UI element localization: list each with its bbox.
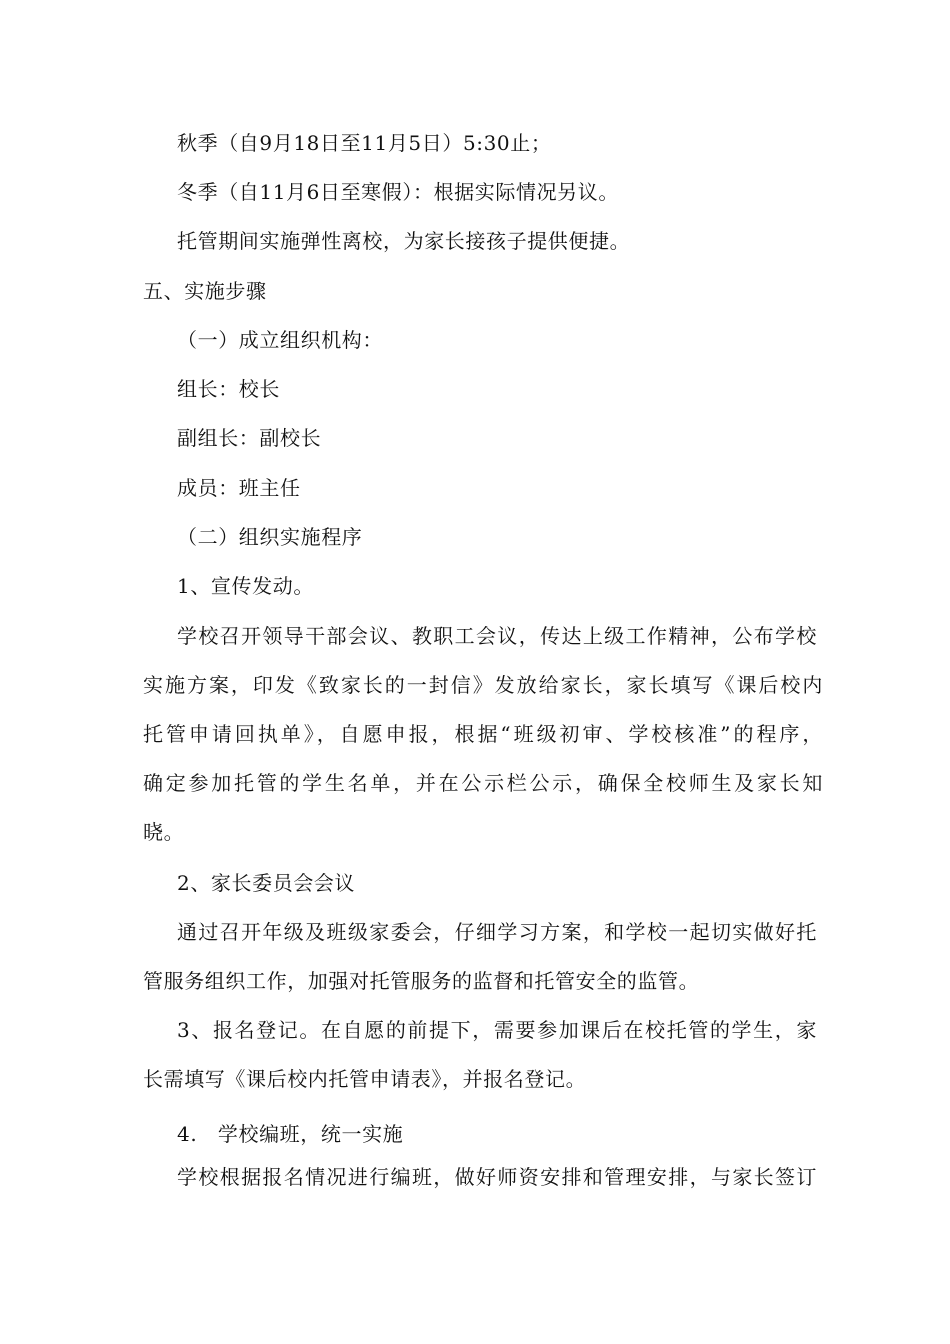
paragraph-publicity-line-5: 晓。 xyxy=(143,820,185,844)
paragraph-group-leader: 组长：校长 xyxy=(177,377,280,401)
paragraph-winter-schedule: 冬季（自11月6日至寒假）：根据实际情况另议。 xyxy=(177,180,619,204)
paragraph-publicity-line-3: 托管申请回执单》，自愿申报，根据“班级初审、学校核准”的程序， xyxy=(143,722,823,746)
paragraph-deputy-leader: 副组长：副校长 xyxy=(177,426,322,450)
item-class-arrangement: 4. 学校编班，统一实施 xyxy=(177,1122,404,1146)
subheading-procedure: （二）组织实施程序 xyxy=(177,525,363,549)
paragraph-publicity-line-1: 学校召开领导干部会议、教职工会议，传达上级工作精神，公布学校 xyxy=(177,624,817,648)
item-publicity: 1、宣传发动。 xyxy=(177,574,314,598)
paragraph-committee-line-2: 管服务组织工作，加强对托管服务的监督和托管安全的监管。 xyxy=(143,969,700,993)
section-heading-implementation-steps: 五、实施步骤 xyxy=(143,279,267,303)
paragraph-flexible-dismissal: 托管期间实施弹性离校，为家长接孩子提供便捷。 xyxy=(177,229,631,253)
paragraph-publicity-line-4: 确定参加托管的学生名单，并在公示栏公示，确保全校师生及家长知 xyxy=(143,771,823,795)
paragraph-committee-line-1: 通过召开年级及班级家委会，仔细学习方案，和学校一起切实做好托 xyxy=(177,920,817,944)
paragraph-members: 成员：班主任 xyxy=(177,476,301,500)
paragraph-publicity-line-2: 实施方案，印发《致家长的一封信》发放给家长，家长填写《课后校内 xyxy=(143,673,823,697)
paragraph-registration-line-1: 3、报名登记。在自愿的前提下，需要参加课后在校托管的学生，家 xyxy=(177,1018,817,1042)
subheading-organization: （一）成立组织机构： xyxy=(177,328,383,352)
paragraph-autumn-schedule: 秋季（自9月18日至11月5日）5:30止； xyxy=(177,131,552,155)
paragraph-class-arrangement-line-1: 学校根据报名情况进行编班，做好师资安排和管理安排，与家长签订 xyxy=(177,1165,817,1189)
paragraph-registration-line-2: 长需填写《课后校内托管申请表》，并报名登记。 xyxy=(143,1067,587,1091)
item-parent-committee: 2、家长委员会会议 xyxy=(177,871,356,895)
